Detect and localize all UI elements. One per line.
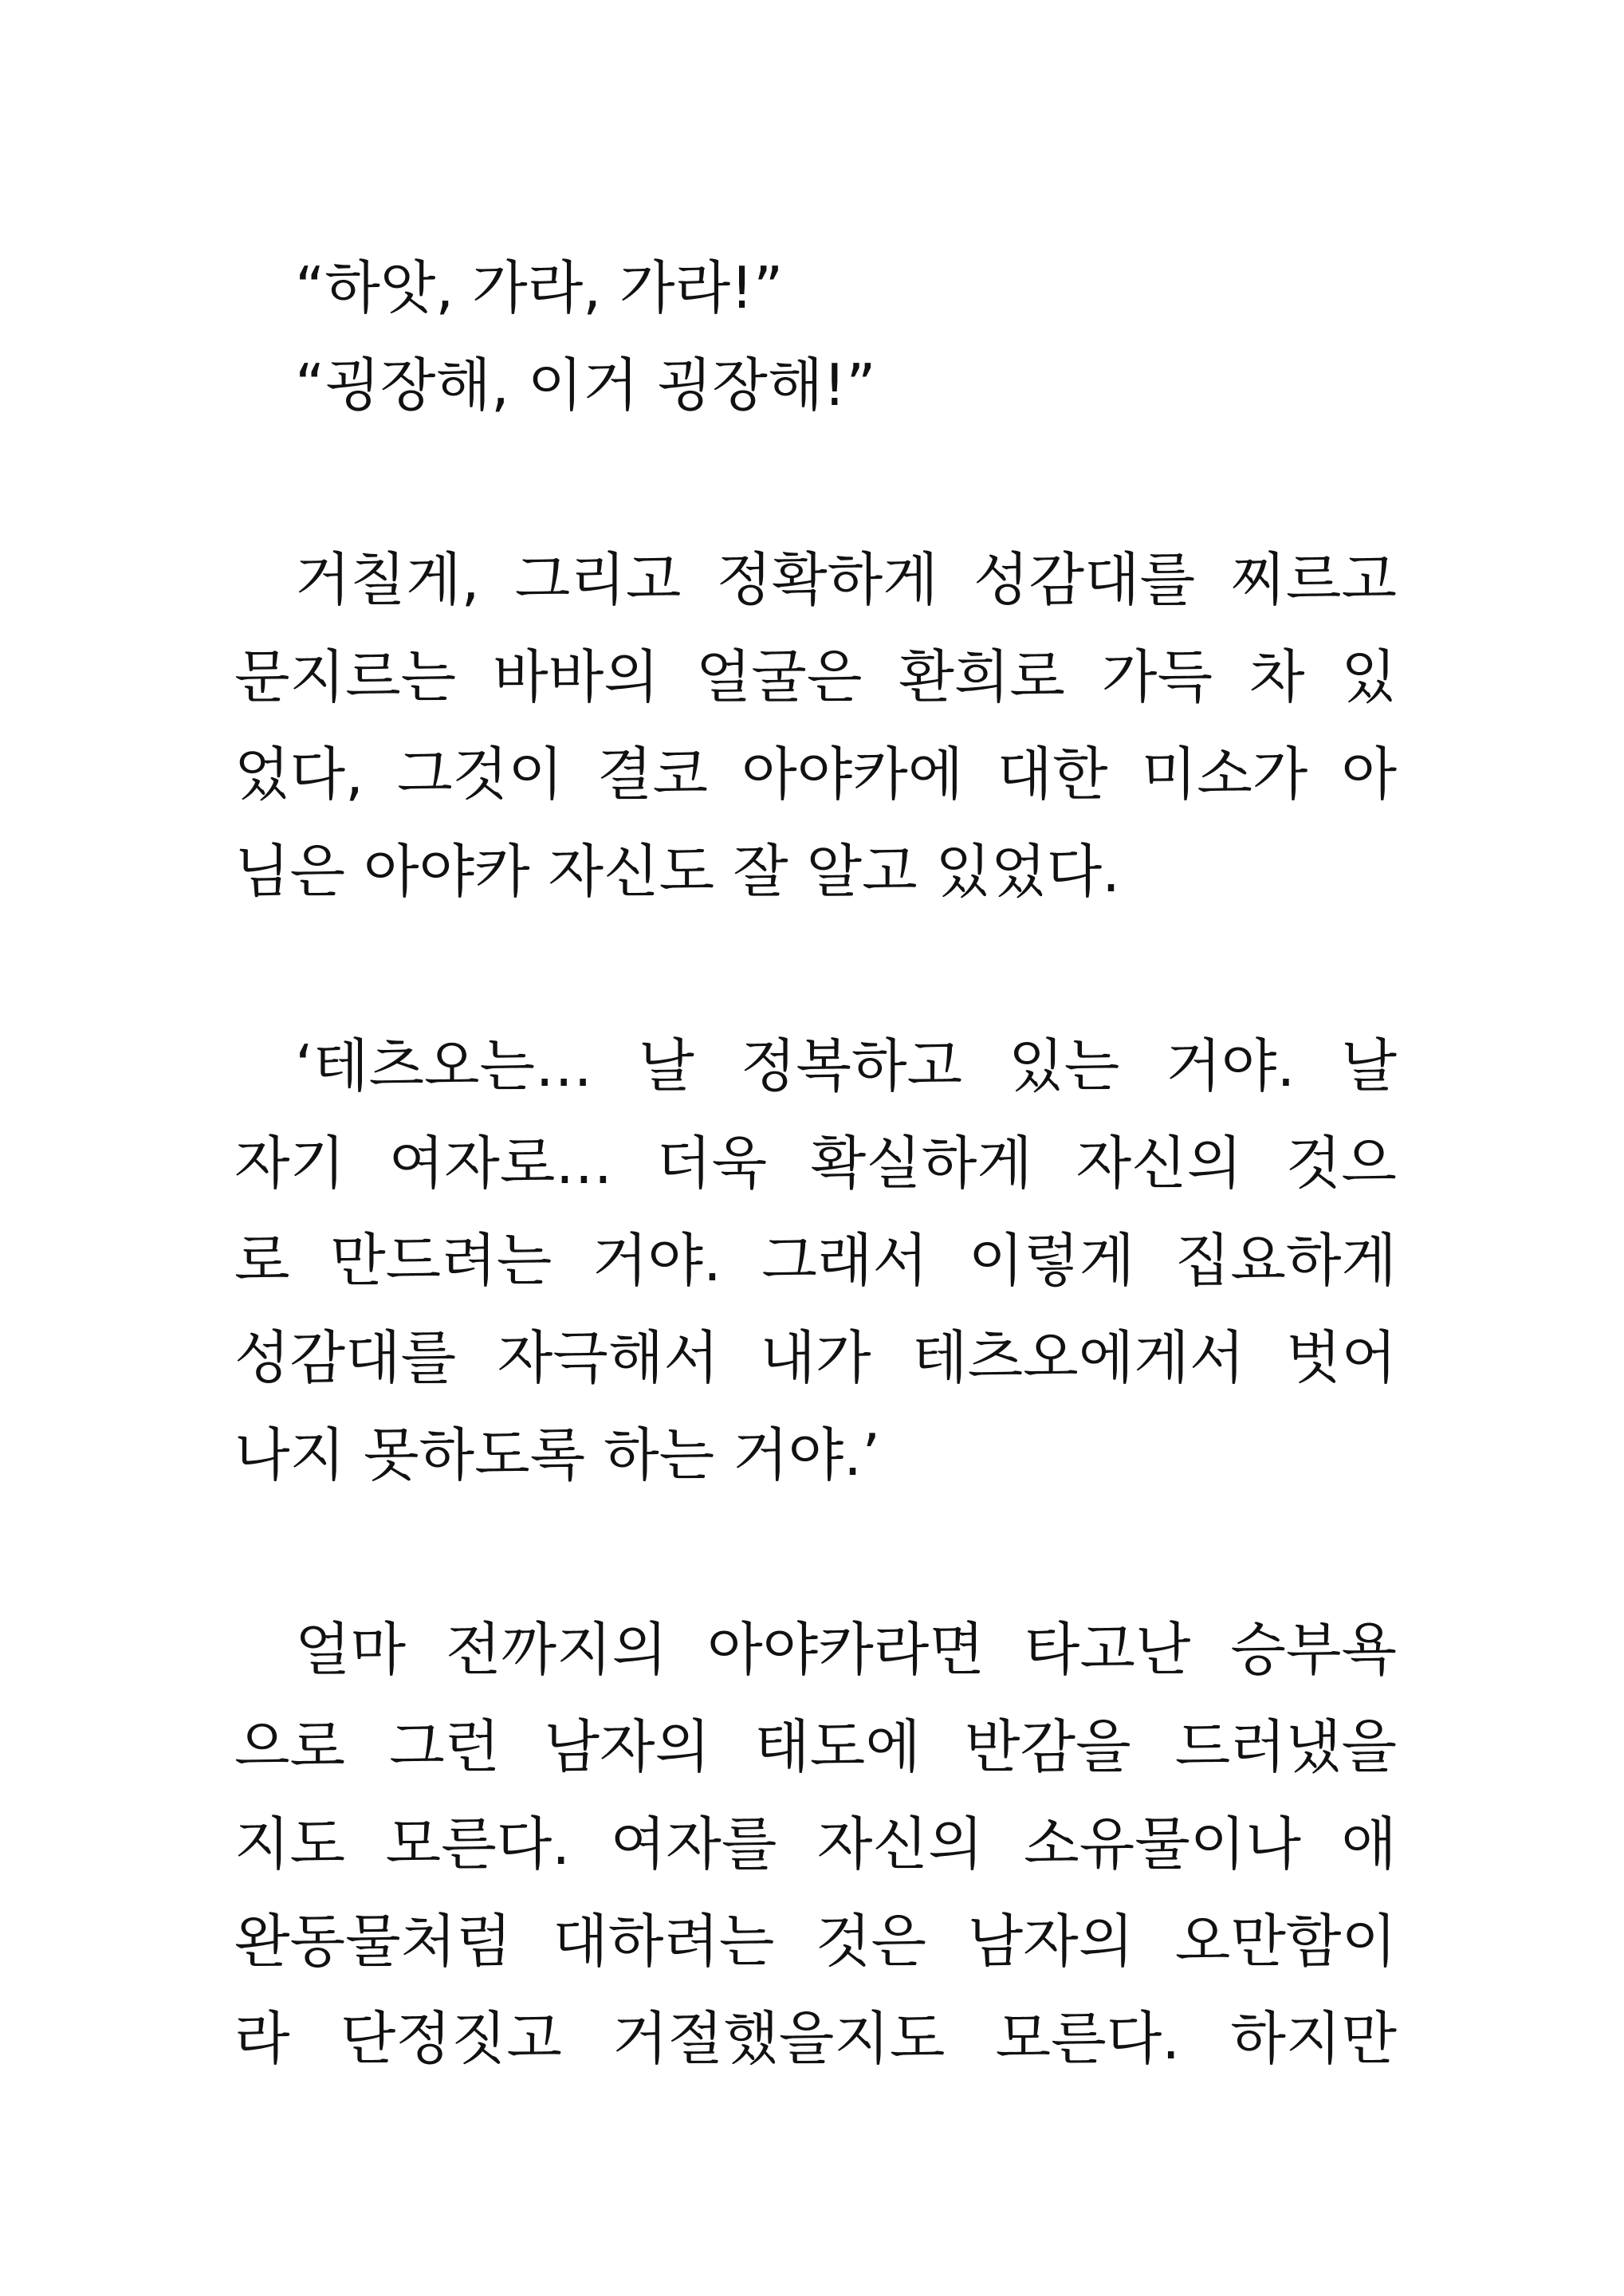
text-line: “굉장해, 이거 굉장해!” (295, 352, 876, 419)
paragraph-spacer (234, 434, 1397, 531)
text-line: 자기 여자로… 더욱 확실하게 자신의 것으 (234, 1130, 1397, 1197)
paragraph-spacer (234, 920, 1397, 1017)
dialogue-1 (234, 239, 1397, 336)
paragraph-3 (234, 1601, 1397, 2087)
text-line: 문지르는 바바의 얼굴은 환희로 가득 차 있 (234, 643, 1397, 710)
text-line: 님은 아야카 자신도 잘 알고 있었다. (234, 838, 1121, 905)
paragraph-1 (234, 531, 1397, 920)
text-line: 라 단정짓고 거절했을지도 모른다. 하지만 (234, 2005, 1397, 2072)
paragraph-2 (234, 1017, 1397, 1504)
text-line: 얼마 전까지의 아야카라면 타고난 승부욕 (295, 1616, 1397, 1683)
body-text (234, 239, 1397, 2087)
text-line: 나지 못하도록 하는 거야.’ (234, 1421, 880, 1488)
text-line: 완동물처럼 대하려는 것은 남자의 오만함이 (234, 1908, 1397, 1975)
text-line: 지도 모른다. 여자를 자신의 소유물이나 애 (234, 1810, 1397, 1877)
dialogue-2 (234, 336, 1397, 434)
text-line: ‘테츠오는… 날 정복하고 있는 거야. 날 (295, 1032, 1397, 1099)
text-line: 으로 그런 남자의 태도에 반감을 드러냈을 (234, 1713, 1397, 1780)
text-line: 성감대를 자극해서 내가 테츠오에게서 벗어 (234, 1324, 1397, 1391)
text-line: 거칠게, 그리고 정확하게 성감대를 찌르고 (295, 546, 1397, 613)
text-line: 로 만드려는 거야. 그래서 이렇게 집요하게 (234, 1227, 1397, 1294)
text-line: 었다, 그것이 결코 아야카에 대한 미소가 아 (234, 741, 1397, 808)
text-line: “하앗, 가라, 가라!” (295, 254, 784, 321)
paragraph-spacer (234, 1504, 1397, 1601)
